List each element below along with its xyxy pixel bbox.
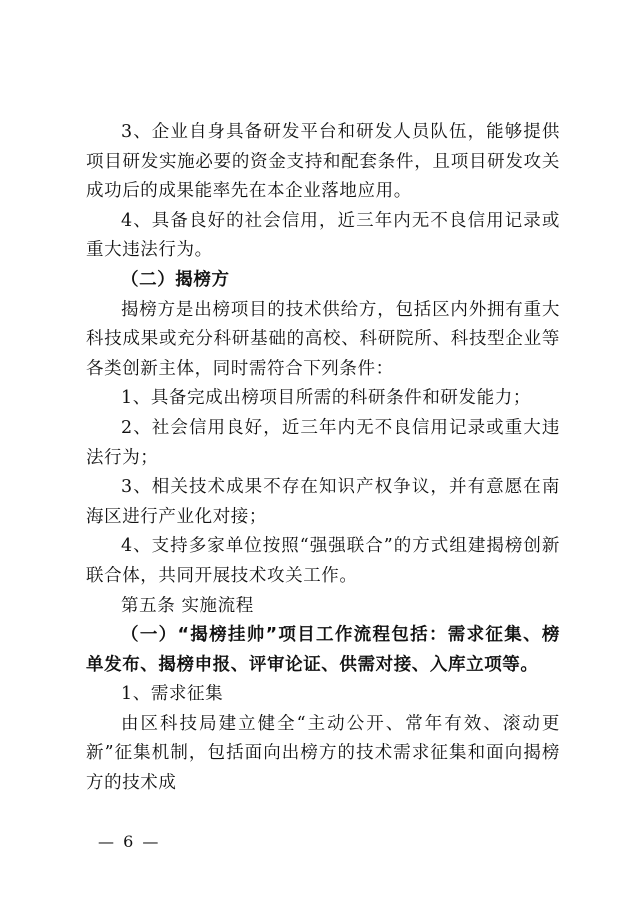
paragraph-good-credit: 4、具备良好的社会信用，近三年内无不良信用记录或重大违法行为。 [86, 210, 560, 261]
document-body [86, 118, 560, 799]
paragraph-condition-3: 3、相关技术成果不存在知识产权争议，并有意愿在南海区进行产业化对接； [86, 477, 560, 527]
page-number: — 6 — [98, 832, 161, 851]
section-heading-workflow: （一）“揭榜挂帅”项目工作流程包括：需求征集、榜单发布、揭榜申报、评审论证、供需对接、入库立项等。 [86, 625, 560, 675]
paragraph-bang-taker-definition: 揭榜方是出榜项目的技术供给方，包括区内外拥有重大科技成果或充分科研基础的高校、科研院所、科技型企业等各类创新主体，同时需符合下列条件： [86, 299, 560, 379]
section-heading-bang-taker: （二）揭榜方 [121, 269, 230, 290]
paragraph-condition-2: 2、社会信用良好，近三年内无不良信用记录或重大违法行为； [86, 417, 560, 468]
article-heading-implementation-process: 第五条 实施流程 [121, 595, 254, 616]
paragraph-demand-collection-heading: 1、需求征集 [121, 684, 224, 705]
paragraph-demand-collection-body: 由区科技局建立健全“主动公开、常年有效、滚动更新”征集机制，包括面向出榜方的技术需求征集和面向揭榜方的技术成 [86, 713, 560, 794]
paragraph-condition-1: 1、具备完成出榜项目所需的科研条件和研发能力； [121, 388, 531, 409]
paragraph-enterprise-rd-platform: 3、企业自身具备研发平台和研发人员队伍，能够提供项目研发实施必要的资金支持和配套条件，且项目研发攻关成功后的成果能率先在本企业落地应用。 [86, 122, 560, 202]
paragraph-condition-4: 4、支持多家单位按照“强强联合”的方式组建揭榜创新联合体，共同开展技术攻关工作。 [86, 536, 560, 586]
